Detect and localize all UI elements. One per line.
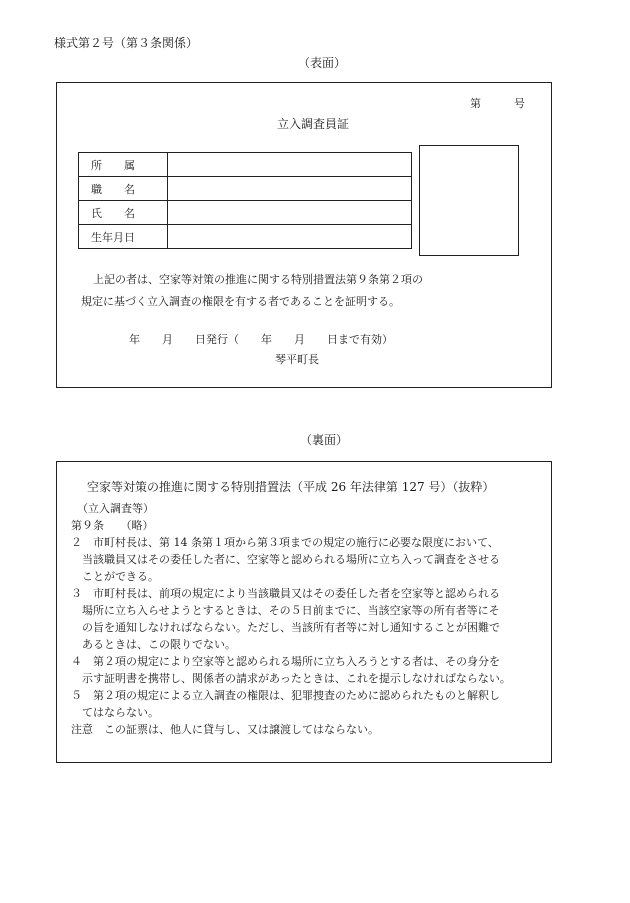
row-label: 所 属 xyxy=(79,153,168,177)
row-label: 氏 名 xyxy=(79,201,168,225)
form-id: 様式第２号（第３条関係） xyxy=(54,36,199,50)
row-value xyxy=(168,225,412,249)
statement-line-1: 上記の者は、空家等対策の推進に関する特別措置法第９条第２項の xyxy=(93,273,423,286)
row-label: 職 名 xyxy=(79,177,168,201)
text-line: の旨を通知しなければならない。ただし、当該所有者等に対し通知することが困難で xyxy=(71,621,500,634)
back-card xyxy=(56,461,552,763)
text-line: 示す証明書を携帯し、関係者の請求があったときは、これを提示しなければならない。 xyxy=(71,672,511,685)
front-heading: （表面） xyxy=(298,56,347,70)
text-line: ことができる。 xyxy=(71,570,159,583)
text-line: ５ 第２項の規定による立入調査の権限は、犯罪捜査のために認められたものと解釈し xyxy=(71,689,500,702)
text-line: ３ 市町村長は、前項の規定により当該職員又はその委任した者を空家等と認められる xyxy=(71,587,500,600)
law-title: 空家等対策の推進に関する特別措置法（平成 26 年法律第 127 号）（抜粋） xyxy=(87,480,495,494)
issue-line: 年 月 日発行（ 年 月 日まで有効） xyxy=(129,333,393,346)
row-value xyxy=(168,153,412,177)
number-label: 第 号 xyxy=(470,97,525,110)
article-line: 第９条 （略） xyxy=(71,519,154,532)
issuer: 琴平町長 xyxy=(275,353,319,366)
table-row xyxy=(79,201,412,225)
info-table xyxy=(78,152,412,249)
text-line: ２ 市町村長は、第 14 条第１項から第３項までの規定の施行に必要な限度において、 xyxy=(71,536,499,549)
article-caption: （立入調査等） xyxy=(77,502,154,515)
text-line: 当該職員又はその委任した者に、空家等と認められる場所に立ち入って調査をさせる xyxy=(71,553,500,566)
text-line: 場所に立ち入らせようとするときは、その５日前までに、当該空家等の所有者等にそ xyxy=(71,604,500,617)
table-row xyxy=(79,177,412,201)
notice-line: 注意 この証票は、他人に貸与し、又は譲渡してはならない。 xyxy=(71,723,379,736)
card-title: 立入調査員証 xyxy=(277,117,350,131)
text-line: あるときは、この限りでない。 xyxy=(71,638,236,651)
text-line: ４ 第２項の規定により空家等と認められる場所に立ち入ろうとする者は、その身分を xyxy=(71,655,500,668)
table-row xyxy=(79,225,412,249)
text-line: てはならない。 xyxy=(71,706,159,719)
front-card xyxy=(56,82,552,388)
row-value xyxy=(168,201,412,225)
row-label: 生年月日 xyxy=(79,225,168,249)
back-heading: （裏面） xyxy=(300,433,349,447)
statement-line-2: 規定に基づく立入調査の権限を有する者であることを証明する。 xyxy=(81,295,400,308)
table-row xyxy=(79,153,412,177)
photo-box xyxy=(419,145,519,256)
row-value xyxy=(168,177,412,201)
